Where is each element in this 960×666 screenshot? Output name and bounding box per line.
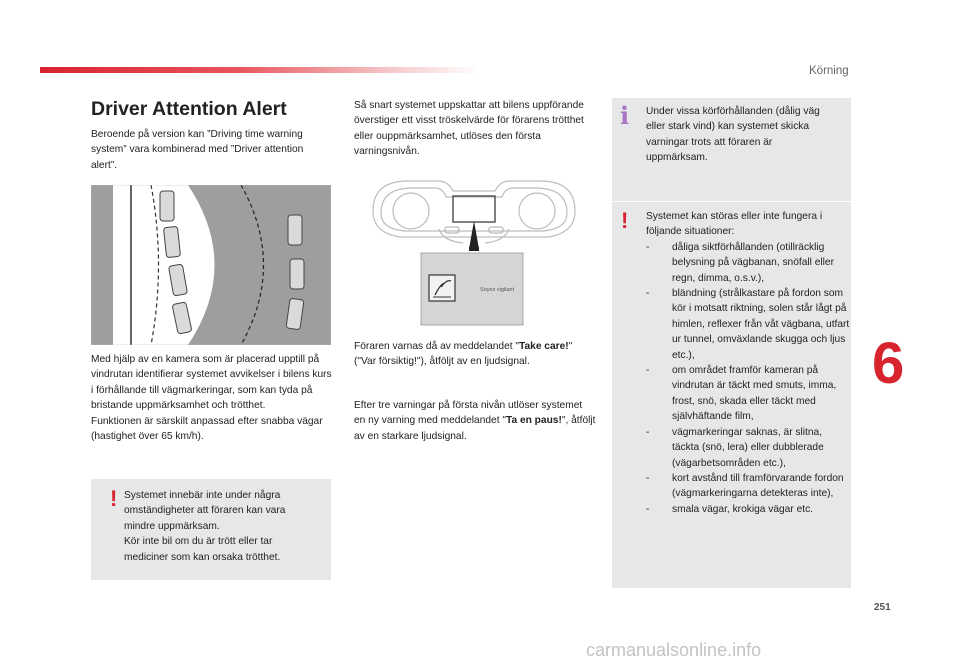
take-care-suffix: " ("Var försiktig!"), åtföljt av en ljudsignal. [354, 341, 573, 368]
take-a-break-prefix: Efter tre varningar på första nivån utlöser systemet en ny varning med meddelandet " [354, 400, 583, 427]
section-title: Körning [809, 65, 849, 77]
instrument-cluster-illustration [353, 171, 595, 331]
take-care-prefix: Föraren varnas då av meddelandet " [354, 341, 520, 352]
exclamation-icon: ! [110, 486, 118, 511]
info-box [612, 98, 851, 201]
take-a-break-suffix: ", åtföljt av en starkare ljudsignal. [354, 415, 596, 442]
limitations-content [646, 209, 851, 517]
list-item: - dåliga siktförhållanden (otillräcklig belysning på vägbanan, snöfall eller regn, dimma, o.s.v.), [646, 240, 851, 286]
warning-text: Systemet innebär inte under några omständigheter att föraren kan vara mindre uppmärksam. Kör inte bil om du är trött eller tar mediciner som kan orsaka trötthet. [124, 490, 286, 563]
limitations-list [646, 240, 851, 517]
take-a-break-paragraph [354, 398, 596, 444]
intro-paragraph: Beroende på version kan ”Driving time warning system” vara kombinerad med ”Driver attention alert”. [91, 129, 304, 171]
list-item: - bländning (strålkastare på fordon som kör i motsatt riktning, solen står lågt på himlen, reflexer från våt vägbana, utfart ur tunnel, omväxlande skugga och ljus etc.), [646, 286, 851, 363]
page-title: Driver Attention Alert [91, 98, 287, 120]
take-a-break-message: Ta en paus! [506, 415, 562, 427]
display-message: Soyez vigilant [480, 287, 514, 293]
list-item: - om området framför kameran på vindrutan är täckt med smuts, imma, frost, snö, skada eller täckt med självhäftande film, [646, 363, 851, 425]
list-item: - vägmarkeringar saknas, är slitna, täckta (snö, lera) eller dubblerade (vägarbetsområden etc.), [646, 425, 851, 471]
list-item: - smala vägar, krokiga vägar etc. [646, 502, 851, 517]
warning-box-attention [91, 479, 331, 580]
camera-description: Med hjälp av en kamera som är placerad upptill på vindrutan identifierar systemet avvikelser i bilens kurs i förhållande till vägmarkeringar, som kan tyda på bristande uppmärksamhet och trötthet. Funktionen är särskilt anpassad efter snabba vägar (hastighet över 65 km/h). [91, 354, 332, 443]
warning-box-limitations [612, 202, 851, 588]
info-icon: i [620, 101, 630, 130]
list-item: - kort avstånd till framförvarande fordon (vägmarkeringarna detekteras inte), [646, 471, 851, 502]
chapter-number: 6 [872, 331, 905, 396]
header-accent-bar [40, 67, 480, 73]
take-care-message: Take care! [519, 341, 569, 352]
page-number: 251 [874, 602, 891, 613]
lane-drift-illustration [91, 185, 331, 345]
limitations-intro: Systemet kan störas eller inte fungera i följande situationer: [646, 211, 823, 238]
first-level-paragraph: Så snart systemet uppskattar att bilens uppförande överstiger ett visst tröskelvärde för förarens trötthet eller ouppmärksamhet, utlöses den första varningsnivån. [354, 100, 584, 158]
exclamation-icon: ! [621, 208, 629, 233]
watermark: carmanualsonline.info [586, 640, 762, 660]
info-text: Under vissa körförhållanden (dålig väg eller stark vind) kan systemet skicka varningar trots att föraren är uppmärksam. [646, 106, 820, 164]
take-care-paragraph [354, 339, 596, 370]
